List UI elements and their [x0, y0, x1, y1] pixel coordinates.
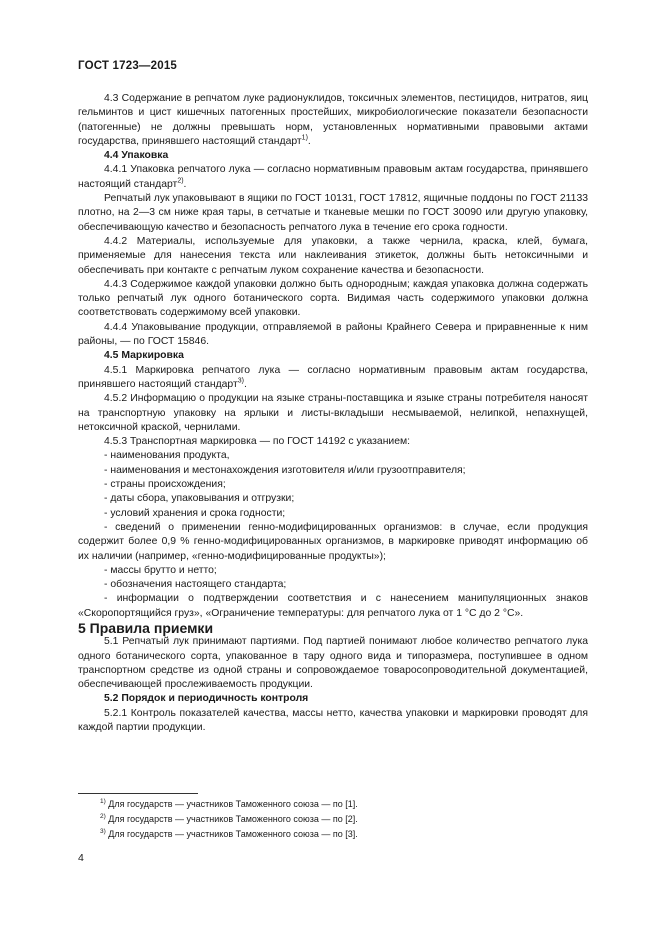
- footnote: [100, 797, 358, 812]
- paragraph-end: .: [243, 378, 247, 390]
- footnote-mark: 1): [100, 798, 106, 805]
- paragraph-text: 4.4.1 Упаковка репчатого лука — согласно нормативным правовым актам государства, принявшего настоящий стандарт: [78, 164, 588, 190]
- paragraph-4-4-4: 4.4.4 Упаковывание продукции, отправляемой в районы Крайнего Севера и приравненные к ним районы, — по ГОСТ 15846.: [78, 321, 588, 348]
- footnote-text: Для государств — участников Таможенного союза — по [1].: [108, 799, 358, 809]
- paragraph-4-5-3: 4.5.3 Транспортная маркировка — по ГОСТ 14192 с указанием:: [104, 436, 411, 448]
- paragraph-end: .: [183, 178, 187, 190]
- paragraph-4-4-2: 4.4.2 Материалы, используемые для упаковки, а также чернила, краска, клей, бумага, применяемые для нанесения текста или наклеивания этикеток, должны быть нетоксичными и обеспечивать при контакте с репчатым луком сохранение качества и безопасности.: [78, 235, 588, 276]
- list-item: - массы брутто и нетто;: [104, 564, 217, 576]
- list-item: - сведений о применении генно-модифицированных организмов: в случае, если продукция содержит более 0,9 % генно-модифицированных организмов, в маркировке приводят информацию об их наличии (например, «генно-модифицированные продукты»);: [78, 521, 588, 562]
- list-item: - даты сбора, упаковывания и отгрузки;: [104, 493, 295, 505]
- paragraph-end: .: [307, 135, 311, 147]
- paragraph-4-3: [78, 92, 588, 149]
- document-body: [78, 92, 588, 735]
- list-item: - условий хранения и срока годности;: [104, 507, 286, 519]
- subsection-4-5-title: 4.5 Маркировка: [104, 350, 184, 362]
- paragraph-4-4-3: 4.4.3 Содержимое каждой упаковки должно быть однородным; каждая упаковка должна содержать только репчатый лук одного ботанического сорта. Видимая часть содержимого упаковки должна соответствовать содержимому всей упаковки.: [78, 278, 588, 319]
- list-item: - информации о подтверждении соответствия и с нанесением манипуляционных знаков «Скоропортящийся груз», «Ограничение температуры: для репчатого лука от 1 °С до 2 °С».: [78, 593, 588, 619]
- section-5-title: 5 Правила приемки: [78, 619, 214, 636]
- paragraph-4-5-1: [78, 364, 588, 393]
- footnotes: [100, 797, 358, 842]
- paragraph-text: 4.3 Содержание в репчатом луке радионуклидов, токсичных элементов, пестицидов, нитратов, яиц гельминтов и цист кишечных патогенных простейших, микробиологические показатели безопасности (патогенные) не должны превышать норм, установленных нормативными правовыми актами государства, принявшего настоящий стандарт: [78, 93, 588, 147]
- paragraph-5-2-1: 5.2.1 Контроль показателей качества, массы нетто, качества упаковки и маркировки проводят для каждой партии продукции.: [78, 707, 588, 734]
- subsection-4-4-title: 4.4 Упаковка: [104, 150, 169, 162]
- footnote: [100, 827, 358, 842]
- paragraph-4-5-2: 4.5.2 Информацию о продукции на языке страны-поставщика и языке страны потребителя наносят на транспортную упаковку на ярлыки и листы-вкладыши несмываемой, нелипкой, непахнущей, нетоксичной краской, чернилами.: [78, 393, 588, 433]
- footnote-ref: 1): [301, 134, 308, 142]
- paragraph-text: 4.5.1 Маркировка репчатого лука — согласно нормативным правовым актам государства, принявшего настоящий стандарт: [78, 364, 588, 390]
- list-item: - наименования и местонахождения изготовителя и/или грузоотправителя;: [104, 464, 466, 476]
- footnote-ref: 2): [177, 177, 184, 185]
- list-item: - обозначения настоящего стандарта;: [104, 579, 287, 591]
- marking-list: [78, 449, 588, 621]
- subsection-5-2-title: 5.2 Порядок и периодичность контроля: [104, 693, 309, 705]
- footnote-text: Для государств — участников Таможенного союза — по [3].: [108, 829, 358, 839]
- paragraph-5-1: 5.1 Репчатый лук принимают партиями. Под партией понимают любое количество репчатого лука одного ботанического сорта, упакованное в тару одного вида и типоразмера, поступившее в одном транспортном средстве из одной страны и сопровождаемое товаросопроводительной документацией, обеспечивающей прослеживаемость продукции.: [78, 636, 588, 691]
- footnote-mark: 3): [100, 828, 106, 835]
- page-number: 4: [78, 852, 84, 864]
- list-item: - наименования продукта,: [104, 450, 230, 462]
- document-header: ГОСТ 1723—2015: [78, 60, 178, 72]
- list-item: - страны происхождения;: [104, 479, 226, 491]
- footnote: [100, 812, 358, 827]
- footnote-divider: [78, 793, 198, 794]
- paragraph-4-4-1b: Репчатый лук упаковывают в ящики по ГОСТ 10131, ГОСТ 17812, ящичные поддоны по ГОСТ 21133 плотно, на 2—3 см ниже края тары, в сетчатые и тканевые мешки по ГОСТ 30090 или другую упаковку, обеспечивающую качество и безопасность репчатого лука в течение его срока годности.: [78, 193, 588, 233]
- footnote-text: Для государств — участников Таможенного союза — по [2].: [108, 814, 358, 824]
- footnote-mark: 2): [100, 813, 106, 820]
- footnote-ref: 3): [237, 377, 244, 385]
- paragraph-4-4-1: [78, 163, 588, 192]
